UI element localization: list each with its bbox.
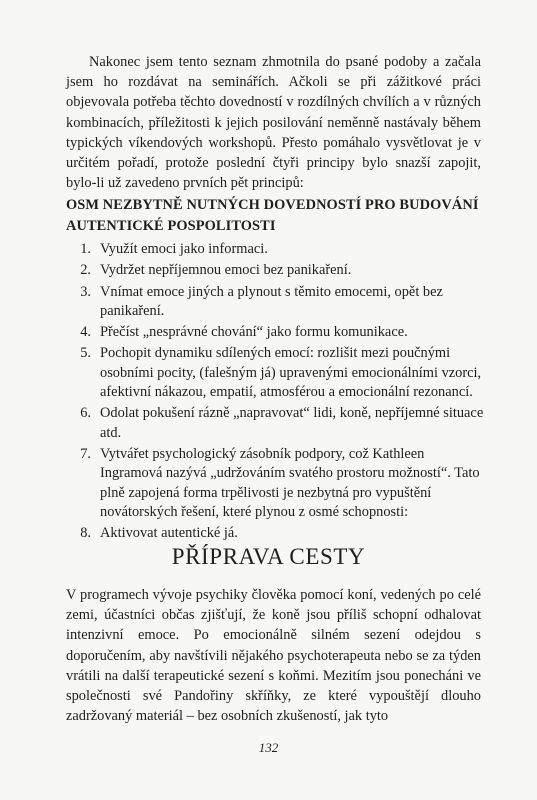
list-item-text: Aktivovat autentické já. (100, 525, 238, 542)
list-item-text: Využít emoci jako informaci. (100, 241, 268, 257)
page-number: 132 (258, 740, 279, 755)
list-item-text: Vydržet nepříjemnou emoci bez panikaření. (100, 262, 352, 279)
list-item (66, 344, 484, 402)
list-item-number: 4. (80, 324, 91, 341)
intro-paragraph: Nakonec jsem tento seznam zhmotnila do psané podoby a začala jsem ho rozdávat na seminářích. Ačkoli se při zážitkové práci objevovala potřeba těchto dovedností v rozdílných chvílích a v různých kombinacích, příležitosti k jejich posilování neměnně nastávaly během typických víkendových workshopů. Přesto pomáhalo vysvětlovat je v určitém pořadí, protože poslední čtyři principy bylo snazší zapojit, bylo-li už zavedeno prvních pět principů: (66, 54, 481, 192)
skills-list (66, 240, 484, 545)
list-item-number: 6. (80, 405, 91, 422)
list-item-text: Odolat pokušení rázně „napravovat“ lidi, koně, nepříjemné situace atd. (100, 405, 484, 441)
list-item-number: 1. (80, 241, 91, 257)
list-item (66, 445, 484, 522)
list-item-number: 7. (80, 445, 91, 462)
list-item (66, 240, 484, 259)
list-item (66, 404, 484, 443)
list-item-number: 2. (80, 262, 91, 279)
list-item-text: Přečíst „nesprávné chování“ jako formu komunikace. (100, 324, 408, 341)
list-heading: OSM NEZBYTNĚ NUTNÝCH DOVEDNOSTÍ PRO BUDOVÁNÍ AUTENTICKÉ POSPOLITOSTI (66, 197, 479, 234)
list-item-number: 3. (80, 283, 91, 300)
list-item (66, 283, 484, 322)
chapter-title: PŘÍPRAVA CESTY (171, 544, 366, 569)
chapter-paragraph: V programech vývoje psychiky člověka pomocí koní, vedených po celé zemi, účastníci občas zjišťují, že koně jsou příliš schopní odhalovat intenzivní emoce. Po emocionálně silném sezení odejdou s doporučením, aby navštívili nějakého psychoterapeuta nebo se za týden vrátili na další terapeutické sezení s koňmi. Mezitím jsou ponecháni ve společnosti své Pandořiny skříňky, ze které vypouštějí dlouho zadržovaný materiál – bez osobních zkušeností, jak tyto (66, 587, 481, 725)
list-item (66, 323, 484, 342)
list-item (66, 261, 484, 280)
list-item-text: Vytvářet psychologický zásobník podpory, což Kathleen Ingramová nazývá „udržováním svatého prostoru možností“. Tato plně zapojená forma trpělivosti je nezbytná pro vypuštění novátorských řešení, které plynou z osmé schopnosti: (100, 445, 480, 520)
list-item (66, 524, 484, 543)
list-item-text: Pochopit dynamiku sdílených emocí: rozlišit mezi poučnými osobními pocity, (falešným já) upravenými emocionálními vzorci, afektivní nákazou, empatií, atmosférou a emocionální rezonancí. (100, 345, 482, 401)
list-item-number: 8. (80, 525, 91, 542)
list-item-text: Vnímat emoce jiných a plynout s těmito emocemi, opět bez panikaření. (100, 283, 443, 319)
list-item-number: 5. (80, 345, 91, 362)
